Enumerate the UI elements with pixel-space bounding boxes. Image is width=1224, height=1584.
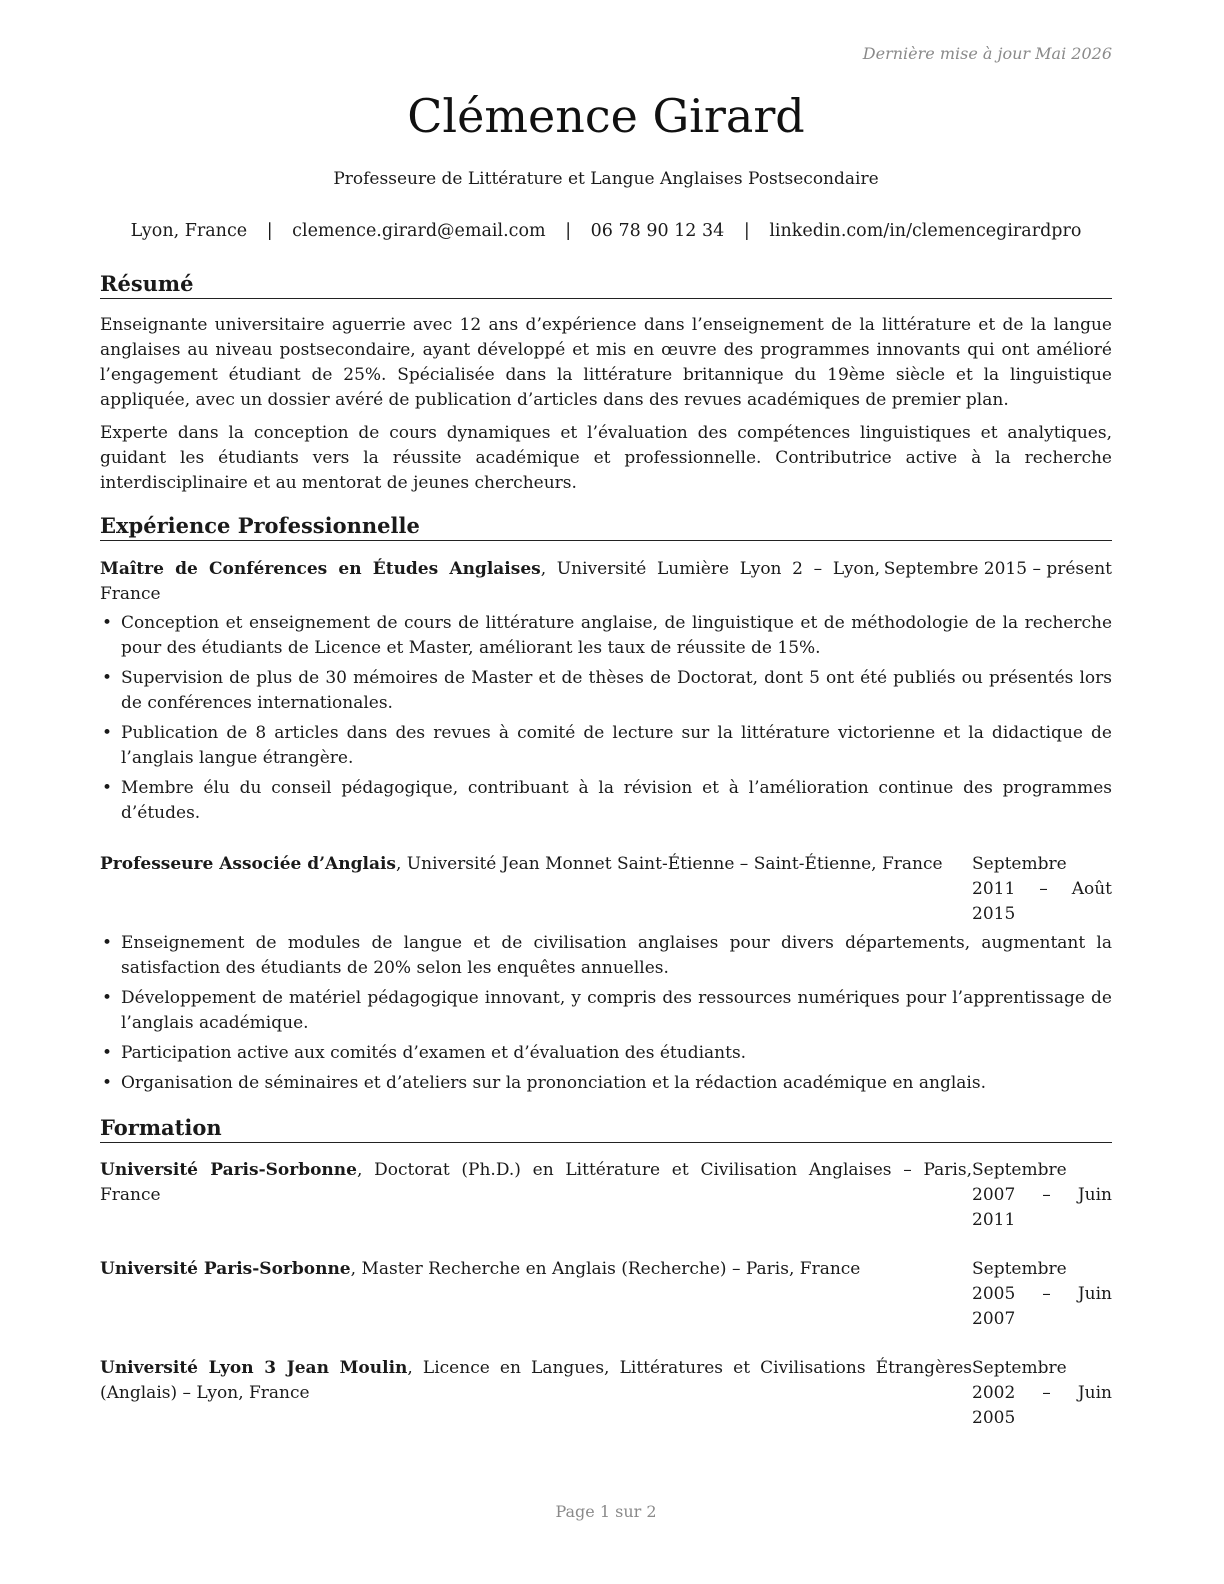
education-school: Université Paris-Sorbonne bbox=[100, 1259, 351, 1279]
summary-paragraph: Enseignante universitaire aguerrie avec 12 ans d’expérience dans l’enseignement de la littérature et de la langue anglaises au niveau postsecondaire, ayant développé et mis en œuvre des programmes innovants qui ont amélioré l’engagement étudiant de 25%. Spécialisée dans la littérature britannique du 19ème siècle et la linguistique appliquée, avec un dossier avéré de publication d’articles dans des revues académiques de premier plan. bbox=[100, 315, 1112, 410]
list-item: • Participation active aux comités d’examen et d’évaluation des étudiants. bbox=[100, 1041, 1112, 1066]
list-item: • Publication de 8 articles dans des revues à comité de lecture sur la littérature victorienne et la didactique de l’anglais langue étrangère. bbox=[100, 721, 1112, 771]
education-line bbox=[100, 1158, 972, 1233]
list-item: • Conception et enseignement de cours de littérature anglaise, de linguistique et de méthodologie de la recherche pour des étudiants de Licence et Master, améliorant les taux de réussite de 15%. bbox=[100, 611, 1112, 661]
job-organization: , Université Lumière Lyon 2 – Lyon, France bbox=[100, 559, 881, 604]
candidate-name: Clémence Girard bbox=[407, 89, 805, 143]
list-item: • Membre élu du conseil pédagogique, contribuant à la révision et à l’amélioration continue des programmes d’études. bbox=[100, 776, 1112, 826]
education-line bbox=[100, 1257, 972, 1332]
education-school: Université Lyon 3 Jean Moulin bbox=[100, 1358, 408, 1378]
job-bullets bbox=[100, 931, 1112, 1096]
contact-phone: 06 78 90 12 34 bbox=[590, 221, 725, 241]
job-title-line bbox=[100, 852, 972, 927]
job-entry-header bbox=[100, 852, 1112, 927]
contact-email[interactable]: clemence.girard@email.com bbox=[292, 221, 546, 241]
education-dates: Septembre 2007 – Juin 2011 bbox=[972, 1160, 1112, 1230]
resume-page bbox=[100, 0, 1112, 1584]
summary-paragraph: Experte dans la conception de cours dynamiques et l’évaluation des compétences linguistiques et analytiques, guidant les étudiants vers la réussite académique et professionnelle. Contributrice active à la recherche interdisciplinaire et au mentorat de jeunes chercheurs. bbox=[100, 423, 1112, 493]
job-title-line bbox=[100, 557, 880, 607]
education-detail: , Doctorat (Ph.D.) en Littérature et Civilisation Anglaises – Paris, France bbox=[100, 1160, 972, 1205]
education-detail: , Master Recherche en Anglais (Recherche) – Paris, France bbox=[350, 1259, 861, 1279]
contact-separator: | bbox=[266, 221, 273, 241]
job-dates: Septembre 2011 – Août 2015 bbox=[972, 854, 1112, 924]
contact-separator: | bbox=[743, 221, 750, 241]
job-bullets bbox=[100, 611, 1112, 826]
professional-title: Professeure de Littérature et Langue Anglaises Postsecondaire bbox=[333, 169, 879, 189]
list-item: • Développement de matériel pédagogique innovant, y compris des ressources numériques pour l’apprentissage de l’anglais académique. bbox=[100, 986, 1112, 1036]
list-item: • Organisation de séminaires et d’ateliers sur la prononciation et la rédaction académique en anglais. bbox=[100, 1071, 1112, 1096]
education-heading: Formation bbox=[100, 1114, 1112, 1143]
list-item: • Enseignement de modules de langue et de civilisation anglaises pour divers départements, augmentant la satisfaction des étudiants de 20% selon les enquêtes annuelles. bbox=[100, 931, 1112, 981]
job-entry-header bbox=[100, 557, 1112, 607]
contact-linkedin[interactable]: linkedin.com/in/clemencegirardpro bbox=[769, 221, 1082, 241]
job-role: Maître de Conférences en Études Anglaises bbox=[100, 559, 541, 579]
contact-line bbox=[100, 219, 1112, 243]
job-dates: Septembre 2015 – présent bbox=[883, 559, 1112, 579]
education-entry bbox=[100, 1257, 1112, 1332]
summary-heading: Résumé bbox=[100, 270, 1112, 299]
contact-location: Lyon, France bbox=[130, 221, 248, 241]
education-entry bbox=[100, 1158, 1112, 1233]
last-updated: Dernière mise à jour Mai 2026 bbox=[862, 44, 1112, 63]
experience-section bbox=[100, 512, 1112, 1096]
contact-separator: | bbox=[565, 221, 572, 241]
education-dates: Septembre 2002 – Juin 2005 bbox=[972, 1358, 1112, 1428]
summary-section bbox=[100, 270, 1112, 496]
experience-heading: Expérience Professionnelle bbox=[100, 512, 1112, 541]
education-dates: Septembre 2005 – Juin 2007 bbox=[972, 1259, 1112, 1329]
education-line bbox=[100, 1356, 972, 1431]
list-item: • Supervision de plus de 30 mémoires de Master et de thèses de Doctorat, dont 5 ont été publiés ou présentés lors de conférences internationales. bbox=[100, 666, 1112, 716]
page-number: Page 1 sur 2 bbox=[555, 1502, 657, 1521]
education-entry bbox=[100, 1356, 1112, 1431]
job-role: Professeure Associée d’Anglais bbox=[100, 854, 396, 874]
education-section bbox=[100, 1114, 1112, 1431]
job-organization: , Université Jean Monnet Saint-Étienne – Saint-Étienne, France bbox=[396, 854, 943, 874]
education-detail: , Licence en Langues, Littératures et Civilisations Étrangères (Anglais) – Lyon, France bbox=[100, 1358, 972, 1403]
resume-content bbox=[100, 270, 1112, 1431]
education-school: Université Paris-Sorbonne bbox=[100, 1160, 357, 1180]
